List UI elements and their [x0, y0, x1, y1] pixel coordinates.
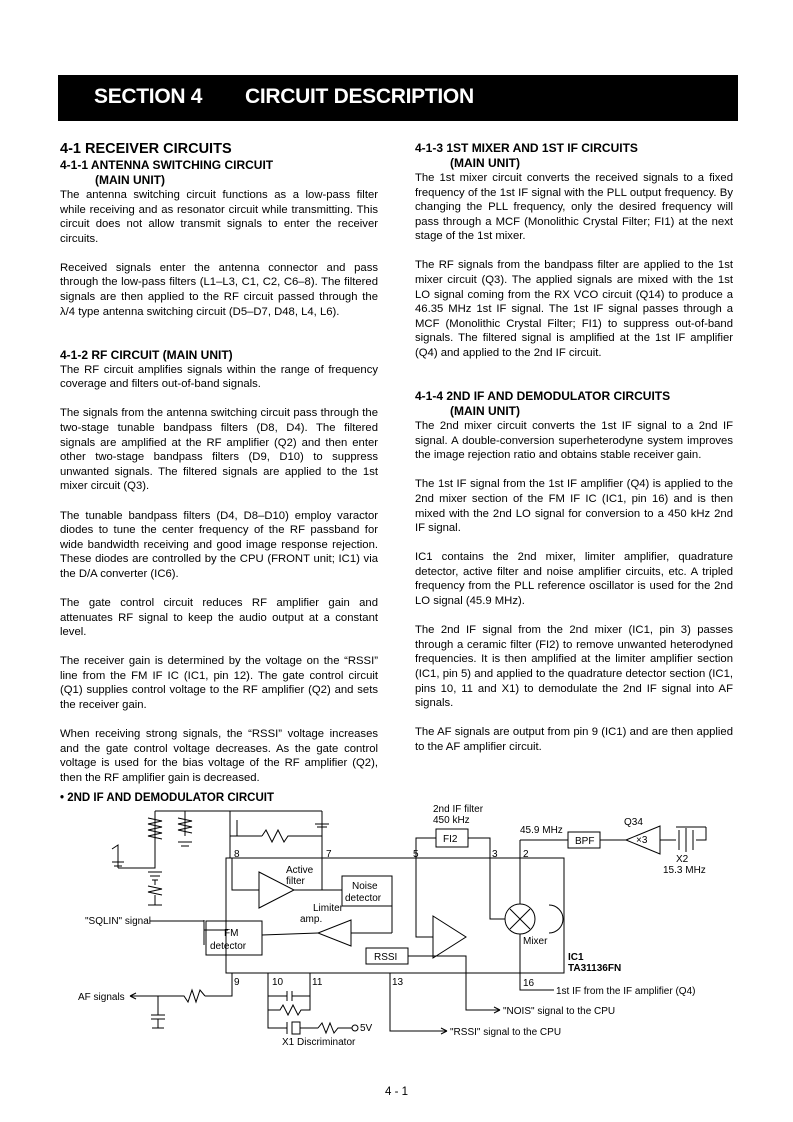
wire: [416, 858, 433, 937]
label-fm-2: detector: [210, 941, 247, 952]
wire: [262, 933, 318, 935]
paragraph: The 2nd mixer circuit converts the 1st IF signal to a 2nd IF signal. A double-conversion superheterodyne system improves the image rejection ratio and obtains stable receiver gain.: [415, 420, 733, 462]
capacitor: [315, 811, 329, 836]
resistor: [230, 830, 322, 858]
section-title: CIRCUIT DESCRIPTION: [245, 85, 474, 108]
label-noise-1: Noise: [352, 881, 378, 892]
paragraph: When receiving strong signals, the “RSSI” voltage increases and the gate control voltage decreases. As the gate control voltage is used for the bias voltage of the RF amplifier (Q2), then the RF amplifier gain is decreased.: [60, 728, 378, 784]
label-x2-freq: 15.3 MHz: [663, 865, 706, 876]
label-rssi: RSSI: [374, 952, 398, 963]
heading-demod-unit: (MAIN UNIT): [450, 404, 520, 419]
label-if-in: 1st IF from the IF amplifier (Q4): [556, 986, 696, 997]
heading-rf-circuit: 4-1-2 RF CIRCUIT (MAIN UNIT): [60, 347, 233, 362]
diagram-title: • 2ND IF AND DEMODULATOR CIRCUIT: [60, 792, 275, 804]
label-x2: X2: [676, 854, 689, 865]
pin-5: 5: [413, 849, 419, 860]
heading-receiver-circuits: 4-1 RECEIVER CIRCUITS: [60, 141, 232, 157]
label-bpf: BPF: [575, 836, 595, 847]
pin-7: 7: [326, 849, 332, 860]
label-5v: 5V: [360, 1023, 373, 1034]
label-fm-1: FM: [224, 928, 239, 939]
resistor: [268, 996, 310, 1015]
paragraph: The tunable bandpass filters (D4, D8–D10) employ varactor diodes to tune the center frequency of the RF passband for wide bandwidth receiving and good image response rejection. These diodes are controlled by the CPU (FRONT unit; IC1) via the D/A converter (IC6).: [60, 509, 378, 580]
crystal-x2: [660, 827, 706, 852]
x1-discriminator: [287, 1022, 352, 1034]
pin-16: 16: [523, 978, 535, 989]
if-amp: [433, 916, 466, 958]
pin-3: 3: [492, 849, 498, 860]
wire: [155, 811, 230, 858]
paragraph: The RF signals from the bandpass filter are applied to the 1st mixer circuit (Q3). The applied signals are mixed with the 1st LO signal coming from the RX VCO circuit (Q14) to produce a 46.35 MHz 1st IF signal. The 1st IF signal passes through a MCF (Monolithic Crystal Filter; FI1) to suppress out-of-band signals. The filtered signal is amplified at the 1st IF amplifier (Q4) and applied to the 2nd IF circuit.: [415, 259, 733, 360]
paragraph: The gate control circuit reduces RF amplifier gain and attenuates RF signal to keep the audio output at a constant level.: [60, 596, 378, 639]
label-fi2: FI2: [443, 834, 458, 845]
paragraph: The receiver gain is determined by the voltage on the “RSSI” line from the FM IF IC (IC1, pin 12). The gate control circuit (Q1) supplies control voltage to the RF amplifier (Q2) and sets the receiver gain.: [60, 655, 378, 712]
af-arrow: [130, 993, 158, 999]
label-af-signals: AF signals: [78, 992, 125, 1003]
paragraph: IC1 contains the 2nd mixer, limiter amplifier, quadrature detector, active filter and noise amplifier circuits, etc. A tripled frequency from the PLL reference oscillator is used for the 2nd LO signal (45.9 MHz).: [415, 551, 733, 608]
label-limiter-1: Limiter: [313, 903, 344, 914]
sqlin-wire: [150, 921, 204, 930]
label-limiter-2: amp.: [300, 914, 323, 925]
label-mixer: Mixer: [523, 936, 548, 947]
heading-mixer-unit: (MAIN UNIT): [450, 156, 520, 170]
paragraph: The 2nd IF signal from the 2nd mixer (IC1, pin 3) passes through a ceramic filter (FI2) to remove unwanted heterodyned frequencies. It is then amplified at the limiter amplifier section (IC1, pin 5) and applied to the quadrature detector section (IC1, pins 10, 11 and X1) to demodulate the 2nd IF signal into AF signals.: [415, 624, 733, 710]
pin-10: 10: [272, 977, 284, 988]
af-output-network: [151, 973, 232, 1028]
label-active-filter-1: Active: [286, 865, 314, 876]
label-x3: ×3: [636, 835, 648, 846]
label-sqlin: "SQLIN" signal: [85, 916, 152, 927]
ground-symbol: [178, 842, 192, 846]
v5-terminal: [352, 1025, 358, 1031]
label-active-filter-2: filter: [286, 876, 305, 887]
wire: [408, 956, 500, 1010]
paragraph: The signals from the antenna switching circuit pass through the two-stage tunable bandpass filters (D8, D4). The filtered signals are amplified at the RF amplifier (Q2) and then enter other two-stage bandpass filters (D9, D10) to suppress unwanted signals. The filtered signals are applied to the 1st mixer circuit (Q3).: [60, 407, 378, 493]
label-q34: Q34: [624, 817, 643, 828]
pin-2: 2: [523, 849, 529, 860]
label-ic1-part: TA31136FN: [568, 963, 622, 974]
label-noise-2: detector: [345, 893, 382, 904]
ic-notch: [549, 905, 563, 933]
heading-antenna-switching: 4-1-1 ANTENNA SWITCHING CIRCUIT: [60, 158, 274, 172]
label-filter-2: 450 kHz: [433, 815, 470, 826]
pin-11: 11: [312, 977, 323, 988]
paragraph: The RF circuit amplifies signals within the range of frequency coverage and filters out-of-band signals.: [60, 363, 378, 391]
heading-2nd-if: 4-1-4 2ND IF AND DEMODULATOR CIRCUITS: [415, 389, 671, 404]
label-rssi-out: "RSSI" signal to the CPU: [450, 1027, 562, 1038]
paragraph: The antenna switching circuit functions as a low-pass filter while receiving and as resonator circuit while transmitting. This circuit does not allow transmit signals to enter the receiver circuits.: [60, 189, 378, 245]
pin-13: 13: [392, 977, 404, 988]
pin-8: 8: [234, 849, 240, 860]
paragraph: The 1st mixer circuit converts the received signals to a fixed frequency of the 1st IF signal with the PLL output frequency. By changing the PLL frequency, only the desired frequency will pass through a MCF (Monolithic Crystal Filter; FI1) at the next stage of the 1st mixer.: [415, 172, 733, 243]
mixer-cross: [510, 909, 530, 929]
label-ic1: IC1: [568, 952, 584, 963]
heading-1st-mixer: 4-1-3 1ST MIXER AND 1ST IF CIRCUITS: [415, 141, 638, 155]
multiplier-amp: [600, 826, 660, 854]
label-lo-freq: 45.9 MHz: [520, 825, 563, 836]
resistor: [148, 880, 162, 905]
section-number: SECTION 4: [94, 85, 203, 108]
label-filter-1: 2nd IF filter: [433, 804, 484, 815]
wire: [490, 858, 505, 919]
paragraph: The AF signals are output from pin 9 (IC1) and are then applied to the AF amplifier circuit.: [415, 726, 733, 753]
limiter-amp: [318, 920, 351, 946]
paragraph: Received signals enter the antenna connector and pass through the low-pass filters (L1–L3, C1, C2, C6–8). The filtered signals are then applied to the RF circuit passed through the λ/4 type antenna switching circuit (D5–D7, D48, L4, L6).: [60, 261, 378, 318]
page-number: 4 - 1: [384, 1086, 408, 1098]
pin-9: 9: [234, 977, 240, 988]
paragraph: The 1st IF signal from the 1st IF amplifier (Q4) is applied to the 2nd mixer section of the FM IF IC (IC1, pin 16) and is then mixed with the 2nd LO signal for conversion to a 450 kHz 2nd IF signal.: [415, 478, 733, 535]
label-x1-discriminator: X1 Discriminator: [282, 1037, 356, 1048]
label-nois-out: "NOIS" signal to the CPU: [503, 1006, 616, 1017]
resistor: [178, 811, 192, 836]
heading-antenna-unit: (MAIN UNIT): [95, 173, 165, 187]
